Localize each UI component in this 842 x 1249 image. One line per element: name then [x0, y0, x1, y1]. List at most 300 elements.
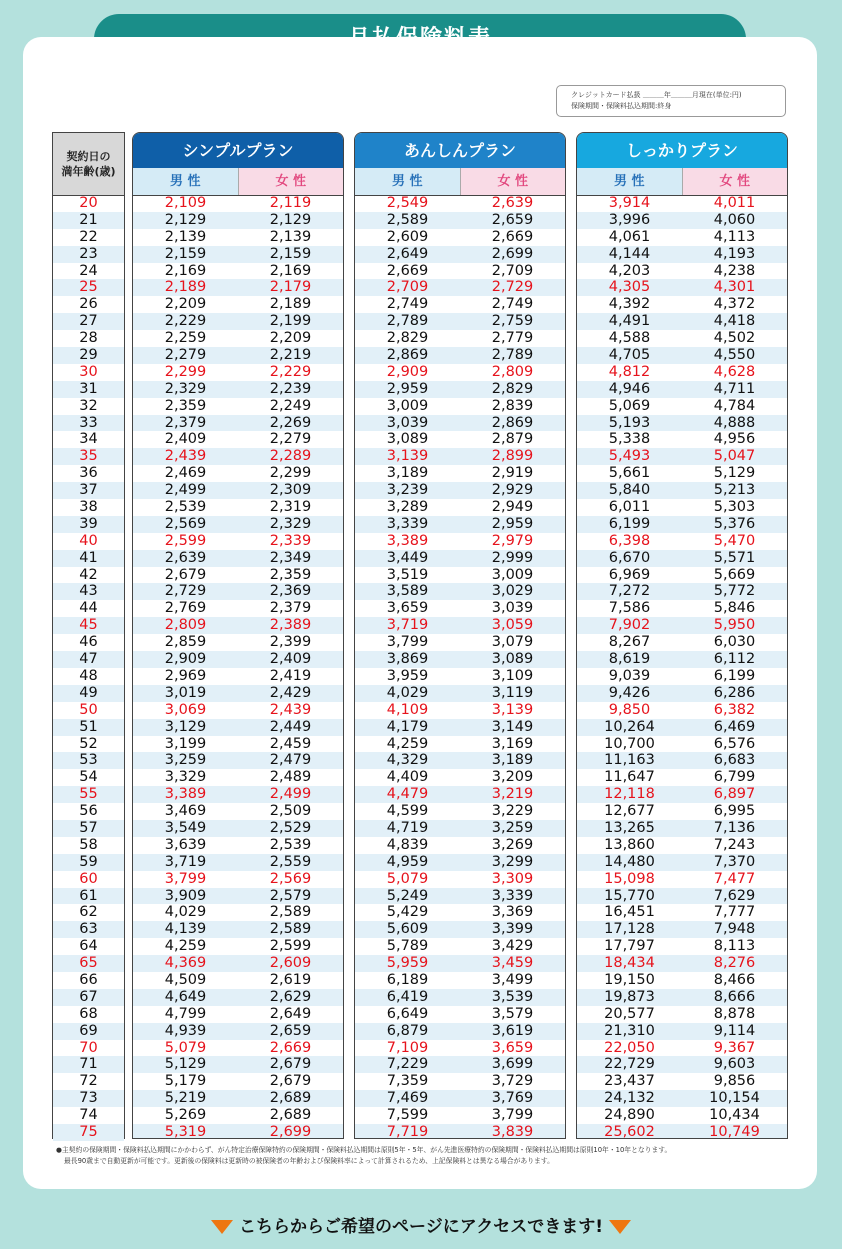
- age-cell: 21: [79, 211, 98, 228]
- female-premium-cell: 2,419: [269, 667, 312, 684]
- table-row: [133, 516, 343, 533]
- table-row: [577, 583, 787, 600]
- male-header: 男 性: [577, 168, 683, 195]
- female-premium-cell: 2,329: [269, 515, 312, 532]
- age-cell: 69: [79, 1022, 98, 1039]
- female-premium-cell: 2,649: [269, 1005, 312, 1022]
- note-line-2: 保険期間・保険料払込期間:終身: [571, 102, 672, 110]
- female-header: 女 性: [461, 168, 566, 195]
- male-premium-cell: 2,829: [386, 330, 429, 347]
- age-cell: 50: [79, 701, 98, 718]
- table-row: [577, 415, 787, 432]
- table-row: [133, 752, 343, 769]
- female-premium-cell: 3,619: [491, 1022, 534, 1039]
- table-row: [355, 1056, 565, 1073]
- table-row: [355, 955, 565, 972]
- plan-shikkari: [576, 132, 788, 1139]
- table-row: [355, 921, 565, 938]
- male-premium-cell: 23,437: [604, 1073, 655, 1090]
- female-premium-cell: 2,559: [269, 853, 312, 870]
- male-premium-cell: 3,549: [164, 819, 207, 836]
- table-row: [53, 854, 124, 871]
- female-premium-cell: 2,959: [491, 515, 534, 532]
- table-row: [355, 347, 565, 364]
- male-premium-cell: 2,809: [164, 617, 207, 634]
- male-premium-cell: 6,398: [608, 532, 651, 549]
- male-premium-cell: 24,132: [604, 1090, 655, 1107]
- table-row: [133, 769, 343, 786]
- female-premium-cell: 2,789: [491, 347, 534, 364]
- table-row: [53, 803, 124, 820]
- male-premium-cell: 7,272: [608, 583, 651, 600]
- female-premium-cell: 8,276: [713, 955, 756, 972]
- female-premium-cell: 4,628: [713, 363, 756, 380]
- female-premium-cell: 2,449: [269, 718, 312, 735]
- female-premium-cell: 3,499: [491, 971, 534, 988]
- age-cell: 55: [79, 786, 98, 803]
- table-row: [355, 364, 565, 381]
- age-cell: 28: [79, 330, 98, 347]
- age-cell: 45: [79, 617, 98, 634]
- table-row: [355, 313, 565, 330]
- table-row: [53, 533, 124, 550]
- age-cell: 57: [79, 819, 98, 836]
- female-premium-cell: 3,079: [491, 634, 534, 651]
- female-premium-cell: 3,059: [491, 617, 534, 634]
- table-row: [577, 313, 787, 330]
- age-cell: 31: [79, 380, 98, 397]
- male-premium-cell: 2,909: [386, 363, 429, 380]
- table-row: [53, 212, 124, 229]
- male-premium-cell: 4,305: [608, 279, 651, 296]
- male-premium-cell: 4,799: [164, 1005, 207, 1022]
- table-row: [53, 482, 124, 499]
- female-premium-cell: 3,699: [491, 1056, 534, 1073]
- male-premium-cell: 10,264: [604, 718, 655, 735]
- table-row: [133, 381, 343, 398]
- female-premium-cell: 2,689: [269, 1090, 312, 1107]
- table-row: [53, 634, 124, 651]
- table-row: [133, 212, 343, 229]
- female-premium-cell: 3,149: [491, 718, 534, 735]
- table-row: [133, 448, 343, 465]
- table-row: [53, 702, 124, 719]
- table-row: [53, 583, 124, 600]
- footnote: [56, 1145, 796, 1167]
- male-premium-cell: 3,449: [386, 549, 429, 566]
- table-row: [53, 1107, 124, 1124]
- male-premium-cell: 2,869: [386, 347, 429, 364]
- male-premium-cell: 3,799: [164, 870, 207, 887]
- table-row: [577, 229, 787, 246]
- female-premium-cell: 6,683: [713, 752, 756, 769]
- male-premium-cell: 2,599: [164, 532, 207, 549]
- age-cell: 29: [79, 347, 98, 364]
- table-row: [133, 685, 343, 702]
- table-row: [577, 364, 787, 381]
- table-row: [53, 279, 124, 296]
- male-premium-cell: 5,179: [164, 1073, 207, 1090]
- age-cell: 48: [79, 667, 98, 684]
- male-premium-cell: 3,389: [386, 532, 429, 549]
- female-premium-cell: 3,029: [491, 583, 534, 600]
- table-row: [133, 989, 343, 1006]
- table-row: [53, 448, 124, 465]
- table-row: [577, 381, 787, 398]
- female-premium-cell: 3,109: [491, 667, 534, 684]
- female-premium-cell: 8,666: [713, 988, 756, 1005]
- male-premium-cell: 4,369: [164, 955, 207, 972]
- table-row: [355, 600, 565, 617]
- male-premium-cell: 2,209: [164, 296, 207, 313]
- female-premium-cell: 2,509: [269, 803, 312, 820]
- age-cell: 62: [79, 904, 98, 921]
- table-row: [133, 803, 343, 820]
- plan-anshin-header: あんしんプラン: [355, 133, 565, 168]
- table-row: [355, 820, 565, 837]
- footnote-line-2: 最長90歳まで自動更新が可能です。更新後の保険料は更新時の被保険者の年齢および保険料率によって計算されるため、上記保険料とは異なる場合があります。: [64, 1157, 554, 1165]
- male-premium-cell: 2,189: [164, 279, 207, 296]
- table-row: [355, 769, 565, 786]
- female-premium-cell: 7,477: [713, 870, 756, 887]
- male-premium-cell: 6,199: [608, 515, 651, 532]
- male-premium-cell: 2,959: [386, 380, 429, 397]
- table-row: [577, 499, 787, 516]
- female-premium-cell: 3,729: [491, 1073, 534, 1090]
- table-row: [133, 1107, 343, 1124]
- table-row: [355, 837, 565, 854]
- table-row: [53, 752, 124, 769]
- female-premium-cell: 2,529: [269, 819, 312, 836]
- male-premium-cell: 5,069: [608, 397, 651, 414]
- male-premium-cell: 3,719: [386, 617, 429, 634]
- female-premium-cell: 5,571: [713, 549, 756, 566]
- age-cell: 65: [79, 955, 98, 972]
- female-premium-cell: 3,459: [491, 955, 534, 972]
- table-row: [355, 212, 565, 229]
- age-cell: 46: [79, 634, 98, 651]
- age-cell: 42: [79, 566, 98, 583]
- female-premium-cell: 3,339: [491, 887, 534, 904]
- table-row: [577, 921, 787, 938]
- table-row: [53, 364, 124, 381]
- female-premium-cell: 2,609: [269, 955, 312, 972]
- table-row: [133, 279, 343, 296]
- table-row: [355, 972, 565, 989]
- female-premium-cell: 5,470: [713, 532, 756, 549]
- age-cell: 61: [79, 887, 98, 904]
- male-premium-cell: 4,959: [386, 853, 429, 870]
- table-row: [577, 972, 787, 989]
- table-row: [133, 668, 343, 685]
- table-row: [355, 803, 565, 820]
- male-premium-cell: 2,279: [164, 347, 207, 364]
- age-cell: 72: [79, 1073, 98, 1090]
- age-cell: 74: [79, 1107, 98, 1124]
- table-row: [355, 415, 565, 432]
- age-cell: 40: [79, 532, 98, 549]
- male-premium-cell: 4,509: [164, 971, 207, 988]
- female-premium-cell: 3,659: [491, 1039, 534, 1056]
- table-row: [133, 938, 343, 955]
- male-premium-cell: 7,469: [386, 1090, 429, 1107]
- table-row: [355, 330, 565, 347]
- age-cell: 70: [79, 1039, 98, 1056]
- female-premium-cell: 4,193: [713, 245, 756, 262]
- table-row: [577, 989, 787, 1006]
- table-row: [53, 617, 124, 634]
- table-row: [53, 398, 124, 415]
- table-row: [355, 296, 565, 313]
- male-premium-cell: 2,299: [164, 363, 207, 380]
- table-row: [133, 634, 343, 651]
- table-row: [355, 229, 565, 246]
- table-row: [133, 263, 343, 280]
- male-premium-cell: 6,011: [608, 499, 651, 516]
- table-row: [53, 668, 124, 685]
- male-premium-cell: 5,319: [164, 1123, 207, 1139]
- female-premium-cell: 2,119: [269, 195, 312, 211]
- male-premium-cell: 4,392: [608, 296, 651, 313]
- male-premium-cell: 7,109: [386, 1039, 429, 1056]
- table-row: [53, 1006, 124, 1023]
- female-premium-cell: 2,459: [269, 735, 312, 752]
- female-premium-cell: 2,129: [269, 211, 312, 228]
- male-premium-cell: 5,219: [164, 1090, 207, 1107]
- female-premium-cell: 2,539: [269, 836, 312, 853]
- female-premium-cell: 3,139: [491, 701, 534, 718]
- table-row: [577, 1124, 787, 1139]
- female-premium-cell: 2,619: [269, 971, 312, 988]
- female-premium-cell: 2,839: [491, 397, 534, 414]
- male-premium-cell: 2,359: [164, 397, 207, 414]
- table-row: [355, 482, 565, 499]
- male-premium-cell: 25,602: [604, 1123, 655, 1139]
- female-premium-cell: 2,199: [269, 313, 312, 330]
- female-premium-cell: 2,629: [269, 988, 312, 1005]
- table-row: [355, 533, 565, 550]
- male-premium-cell: 2,549: [386, 195, 429, 211]
- age-header-label: 契約日の 満年齢(歳): [61, 150, 116, 178]
- gender-row: [355, 168, 565, 196]
- table-row: [577, 1006, 787, 1023]
- male-premium-cell: 2,609: [386, 228, 429, 245]
- table-row: [577, 803, 787, 820]
- table-row: [577, 634, 787, 651]
- table-row: [53, 567, 124, 584]
- male-premium-cell: 2,669: [386, 262, 429, 279]
- male-premium-cell: 3,639: [164, 836, 207, 853]
- male-premium-cell: 7,719: [386, 1123, 429, 1139]
- female-premium-cell: 2,669: [269, 1039, 312, 1056]
- female-premium-cell: 10,154: [709, 1090, 760, 1107]
- table-row: [53, 246, 124, 263]
- female-premium-cell: 2,479: [269, 752, 312, 769]
- male-premium-cell: 14,480: [604, 853, 655, 870]
- table-row: [53, 550, 124, 567]
- male-premium-cell: 22,050: [604, 1039, 655, 1056]
- male-premium-cell: 5,249: [386, 887, 429, 904]
- age-cell: 44: [79, 600, 98, 617]
- female-premium-cell: 2,639: [491, 195, 534, 211]
- female-premium-cell: 6,995: [713, 803, 756, 820]
- table-row: [577, 465, 787, 482]
- age-header: [53, 133, 124, 196]
- plan-simple: [132, 132, 344, 1139]
- female-premium-cell: 3,219: [491, 786, 534, 803]
- female-premium-cell: 2,499: [269, 786, 312, 803]
- female-premium-cell: 9,856: [713, 1073, 756, 1090]
- female-premium-cell: 8,878: [713, 1005, 756, 1022]
- table-row: [133, 499, 343, 516]
- male-premium-cell: 6,649: [386, 1005, 429, 1022]
- female-premium-cell: 2,349: [269, 549, 312, 566]
- footnote-line-1: ●主契約の保険期間・保険料払込期間にかかわらず、がん特定治療保障特約の保険期間・保険料払込期間は原則5年・5年、がん先進医療特約の保険期間・保険料払込期間は原則10年・10年となります。: [56, 1146, 672, 1154]
- female-premium-cell: 3,259: [491, 819, 534, 836]
- female-premium-cell: 5,129: [713, 465, 756, 482]
- table-row: [53, 955, 124, 972]
- male-header: 男 性: [133, 168, 239, 195]
- male-premium-cell: 3,389: [164, 786, 207, 803]
- male-premium-cell: 9,426: [608, 684, 651, 701]
- female-premium-cell: 3,579: [491, 1005, 534, 1022]
- age-cell: 38: [79, 499, 98, 516]
- table-row: [133, 1073, 343, 1090]
- female-premium-cell: 2,369: [269, 583, 312, 600]
- female-premium-cell: 4,711: [713, 380, 756, 397]
- male-premium-cell: 5,493: [608, 448, 651, 465]
- arrow-down-icon: [609, 1220, 631, 1234]
- table-row: [133, 719, 343, 736]
- male-premium-cell: 4,649: [164, 988, 207, 1005]
- male-premium-cell: 5,269: [164, 1107, 207, 1124]
- arrow-down-icon: [211, 1220, 233, 1234]
- female-premium-cell: 5,213: [713, 482, 756, 499]
- table-row: [133, 567, 343, 584]
- female-premium-cell: 6,199: [713, 667, 756, 684]
- age-cell: 56: [79, 803, 98, 820]
- female-premium-cell: 4,550: [713, 347, 756, 364]
- male-premium-cell: 4,329: [386, 752, 429, 769]
- age-cell: 26: [79, 296, 98, 313]
- female-premium-cell: 3,299: [491, 853, 534, 870]
- age-cell: 51: [79, 718, 98, 735]
- table-row: [133, 651, 343, 668]
- female-premium-cell: 4,888: [713, 414, 756, 431]
- table-row: [53, 465, 124, 482]
- male-premium-cell: 3,089: [386, 431, 429, 448]
- female-header: 女 性: [239, 168, 344, 195]
- table-row: [355, 550, 565, 567]
- age-cell: 68: [79, 1005, 98, 1022]
- table-row: [577, 567, 787, 584]
- table-row: [577, 752, 787, 769]
- table-row: [53, 1124, 124, 1141]
- table-row: [53, 888, 124, 905]
- female-premium-cell: 2,269: [269, 414, 312, 431]
- table-row: [577, 431, 787, 448]
- female-premium-cell: 2,979: [491, 532, 534, 549]
- table-row: [53, 296, 124, 313]
- female-premium-cell: 7,777: [713, 904, 756, 921]
- table-row: [53, 989, 124, 1006]
- male-premium-cell: 7,902: [608, 617, 651, 634]
- male-premium-cell: 2,159: [164, 245, 207, 262]
- female-premium-cell: 2,139: [269, 228, 312, 245]
- female-premium-cell: 5,846: [713, 600, 756, 617]
- female-premium-cell: 2,209: [269, 330, 312, 347]
- table-row: [577, 195, 787, 212]
- female-premium-cell: 2,289: [269, 448, 312, 465]
- male-premium-cell: 22,729: [604, 1056, 655, 1073]
- female-premium-cell: 7,948: [713, 921, 756, 938]
- plan-shikkari-rows: [577, 195, 787, 1139]
- table-row: [355, 752, 565, 769]
- table-row: [355, 279, 565, 296]
- male-premium-cell: 13,860: [604, 836, 655, 853]
- male-premium-cell: 4,812: [608, 363, 651, 380]
- table-row: [133, 1040, 343, 1057]
- table-row: [133, 583, 343, 600]
- table-row: [577, 702, 787, 719]
- table-row: [355, 1073, 565, 1090]
- table-row: [577, 1073, 787, 1090]
- table-row: [355, 499, 565, 516]
- male-premium-cell: 4,939: [164, 1022, 207, 1039]
- gender-row: [577, 168, 787, 196]
- table-row: [133, 533, 343, 550]
- table-row: [133, 415, 343, 432]
- male-premium-cell: 3,799: [386, 634, 429, 651]
- table-row: [577, 347, 787, 364]
- table-row: [133, 1056, 343, 1073]
- male-premium-cell: 2,769: [164, 600, 207, 617]
- access-link[interactable]: [0, 1212, 842, 1237]
- table-row: [577, 617, 787, 634]
- female-premium-cell: 4,011: [713, 195, 756, 211]
- male-premium-cell: 9,850: [608, 701, 651, 718]
- age-cell: 20: [79, 195, 98, 211]
- male-premium-cell: 19,873: [604, 988, 655, 1005]
- male-premium-cell: 3,959: [386, 667, 429, 684]
- female-premium-cell: 4,956: [713, 431, 756, 448]
- table-row: [133, 888, 343, 905]
- table-row: [577, 955, 787, 972]
- female-premium-cell: 2,929: [491, 482, 534, 499]
- age-cell: 47: [79, 651, 98, 668]
- male-premium-cell: 5,079: [386, 870, 429, 887]
- male-premium-cell: 4,259: [164, 938, 207, 955]
- male-premium-cell: 11,163: [604, 752, 655, 769]
- male-premium-cell: 5,840: [608, 482, 651, 499]
- table-row: [355, 448, 565, 465]
- female-premium-cell: 3,119: [491, 684, 534, 701]
- female-premium-cell: 9,114: [713, 1022, 756, 1039]
- table-row: [133, 972, 343, 989]
- male-premium-cell: 2,909: [164, 651, 207, 668]
- male-premium-cell: 2,169: [164, 262, 207, 279]
- female-premium-cell: 6,469: [713, 718, 756, 735]
- table-row: [355, 634, 565, 651]
- table-row: [355, 195, 565, 212]
- female-premium-cell: 5,669: [713, 566, 756, 583]
- table-row: [355, 854, 565, 871]
- male-premium-cell: 4,029: [164, 904, 207, 921]
- table-row: [577, 888, 787, 905]
- female-premium-cell: 2,389: [269, 617, 312, 634]
- male-premium-cell: 15,770: [604, 887, 655, 904]
- table-row: [133, 1023, 343, 1040]
